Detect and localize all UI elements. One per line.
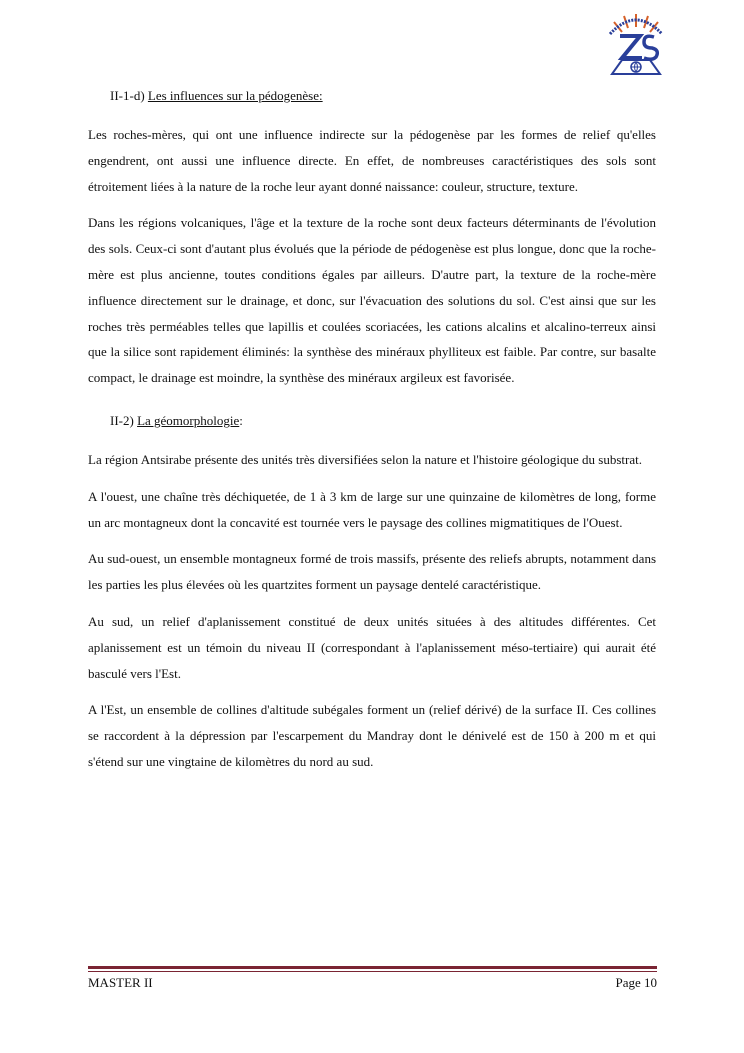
section-title: Les influences sur la pédogenèse: [147,88,323,103]
footer-page-number: Page 10 [615,975,657,990]
logo-letter-s [644,36,657,59]
paragraph: La région Antsirabe présente des unités très diversifiées selon la nature et l'histoire géologique du substrat. [88,451,642,467]
section-heading-geomorphologie [88,411,656,431]
paragraph: Au sud-ouest, un ensemble montagneux formé de trois massifs, présente des reliefs abrupts, notamment dans les parties les plus élevées où les quartzites forment un paysage dentelé caractéristique. [88,551,656,593]
section-number: II-2) [110,412,134,428]
section-title: La géomorphologie [137,412,240,428]
paragraph: Au sud, un relief d'aplanissement constitué de deux unités situées à des altitudes différentes. Cet aplanissement est un témoin du niveau II (correspondant à l'aplanissement méso-tertiaire) qui aurait été basculé vers l'Est. [88,613,656,681]
logo-sun-rays [614,14,658,32]
footer-rule-thin [88,971,657,972]
section-title-suffix: : [239,412,243,428]
paragraph: Dans les régions volcaniques, l'âge et la texture de la roche sont deux facteurs déterminants de l'évolution des sols. Ceux-ci sont d'autant plus évolués que la période de pédogenèse est plus longue, donc que la roche-mère est plus ancienne, toutes conditions égales par ailleurs. D'autre part, la texture de la roche-mère influence directement sur le drainage, et donc, sur l'évacuation des solutions du sol. C'est ainsi que sur les roches très perméables telles que lapillis et coulées scoriacées, les cations alcalins et alcalino-terreux ainsi que la silice sont rapidement éliminés: la synthèse des minéraux phylliteux est faible. Par contre, sur basalte compact, le drainage est moindre, la synthèse des minéraux argileux est favorisée. [88,215,656,386]
section-heading-influences [88,86,656,106]
institution-logo [604,12,668,78]
page-content [88,86,656,786]
paragraph: Les roches-mères, qui ont une influence indirecte sur la pédogenèse par les formes de relief qu'elles engendrent, ont aussi une influence directe. En effet, de nombreuses caractéristiques des sols sont étroitement liées à la nature de la roche leur ayant donné naissance: couleur, structure, texture. [88,127,656,194]
paragraph: A l'ouest, une chaîne très déchiquetée, de 1 à 3 km de large sur une quinzaine de kilomètres de long, forme un arc montagneux dont la concavité est tournée vers le paysage des collines migmatitiques de l'Ouest. [88,488,656,530]
logo-letter-z [620,36,642,58]
footer-rule [88,966,657,969]
section-number: II-1-d) [110,88,145,103]
footer-program: MASTER II [88,975,153,990]
paragraph: A l'Est, un ensemble de collines d'altitude subégales forment un (relief dérivé) de la surface II. Ces collines se raccordent à la dépression par l'escarpement du Mandray dont le dénivelé est de 150 à 200 m et qui s'étend sur une vingtaine de kilomètres du nord au sud. [88,702,656,769]
